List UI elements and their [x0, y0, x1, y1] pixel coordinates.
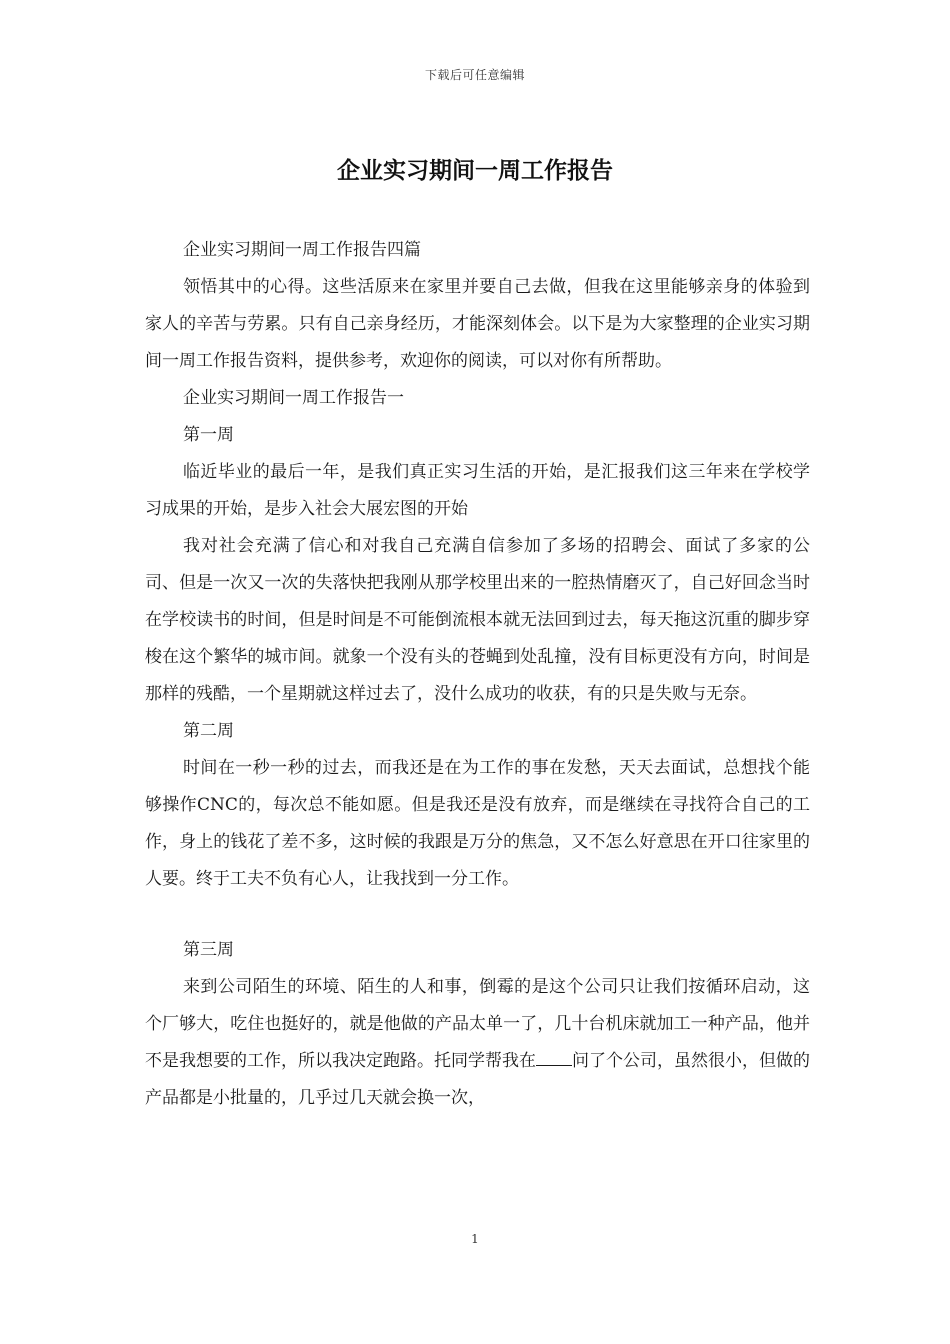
page-number: 1	[471, 1232, 479, 1246]
fill-in-blank	[536, 1053, 572, 1066]
paragraph-week-three-text	[145, 969, 810, 1117]
paragraph-subtitle: 企业实习期间一周工作报告四篇	[183, 240, 421, 260]
header-note: 下载后可任意编辑	[424, 68, 525, 82]
paragraph-week-two-heading: 第二周	[183, 721, 234, 741]
paragraph-week-three-heading: 第三周	[183, 940, 234, 960]
document-title: 企业实习期间一周工作报告	[337, 157, 613, 184]
paragraph-intro: 领悟其中的心得。这些活原来在家里并要自己去做，但我在这里能够亲身的体验到家人的辛苦与劳累。只有自己亲身经历，才能深刻体会。以下是为大家整理的企业实习期间一周工作报告资料，提供参考，欢迎你的阅读，可以对你有所帮助。	[145, 277, 810, 371]
paragraph-week-three-text-part-1: 来到公司陌生的环境、陌生的人和事，倒霉的是这个公司只让我们按循环启动，这个厂够大，吃住也挺好的，就是他做的产品太单一了，几十台机床就加工一种产品，他并不是我想要的工作，所以我决定跑路。托同学帮我在	[145, 977, 810, 1071]
paragraph-week-one-text-2: 我对社会充满了信心和对我自己充满自信参加了多场的招聘会、面试了多家的公司、但是一次又一次的失落快把我刚从那学校里出来的一腔热情磨灭了，自己好回念当时在学校读书的时间，但是时间是不可能倒流根本就无法回到过去，每天拖这沉重的脚步穿梭在这个繁华的城市间。就象一个没有头的苍蝇到处乱撞，没有目标更没有方向，时间是那样的残酷，一个星期就这样过去了，没什么成功的收获，有的只是失败与无奈。	[145, 536, 810, 704]
document-body	[145, 232, 810, 1117]
paragraph-week-one-text-1: 临近毕业的最后一年，是我们真正实习生活的开始，是汇报我们这三年来在学校学习成果的开始，是步入社会大展宏图的开始	[145, 462, 810, 519]
paragraph-week-two-text: 时间在一秒一秒的过去，而我还是在为工作的事在发愁，天天去面试，总想找个能够操作CNC的，每次总不能如愿。但是我还是没有放弃，而是继续在寻找符合自己的工作，身上的钱花了差不多，这时候的我跟是万分的焦急，又不怎么好意思在开口往家里的人要。终于工夫不负有心人，让我找到一分工作。	[145, 758, 810, 889]
paragraph-report-heading: 企业实习期间一周工作报告一	[183, 388, 404, 408]
paragraph-week-one-heading: 第一周	[183, 425, 234, 445]
paragraph-week-three-text-part-2: 问了个公司，虽然很小，但做的产品都是小批量的，几乎过几天就会换一次，	[145, 1051, 810, 1108]
